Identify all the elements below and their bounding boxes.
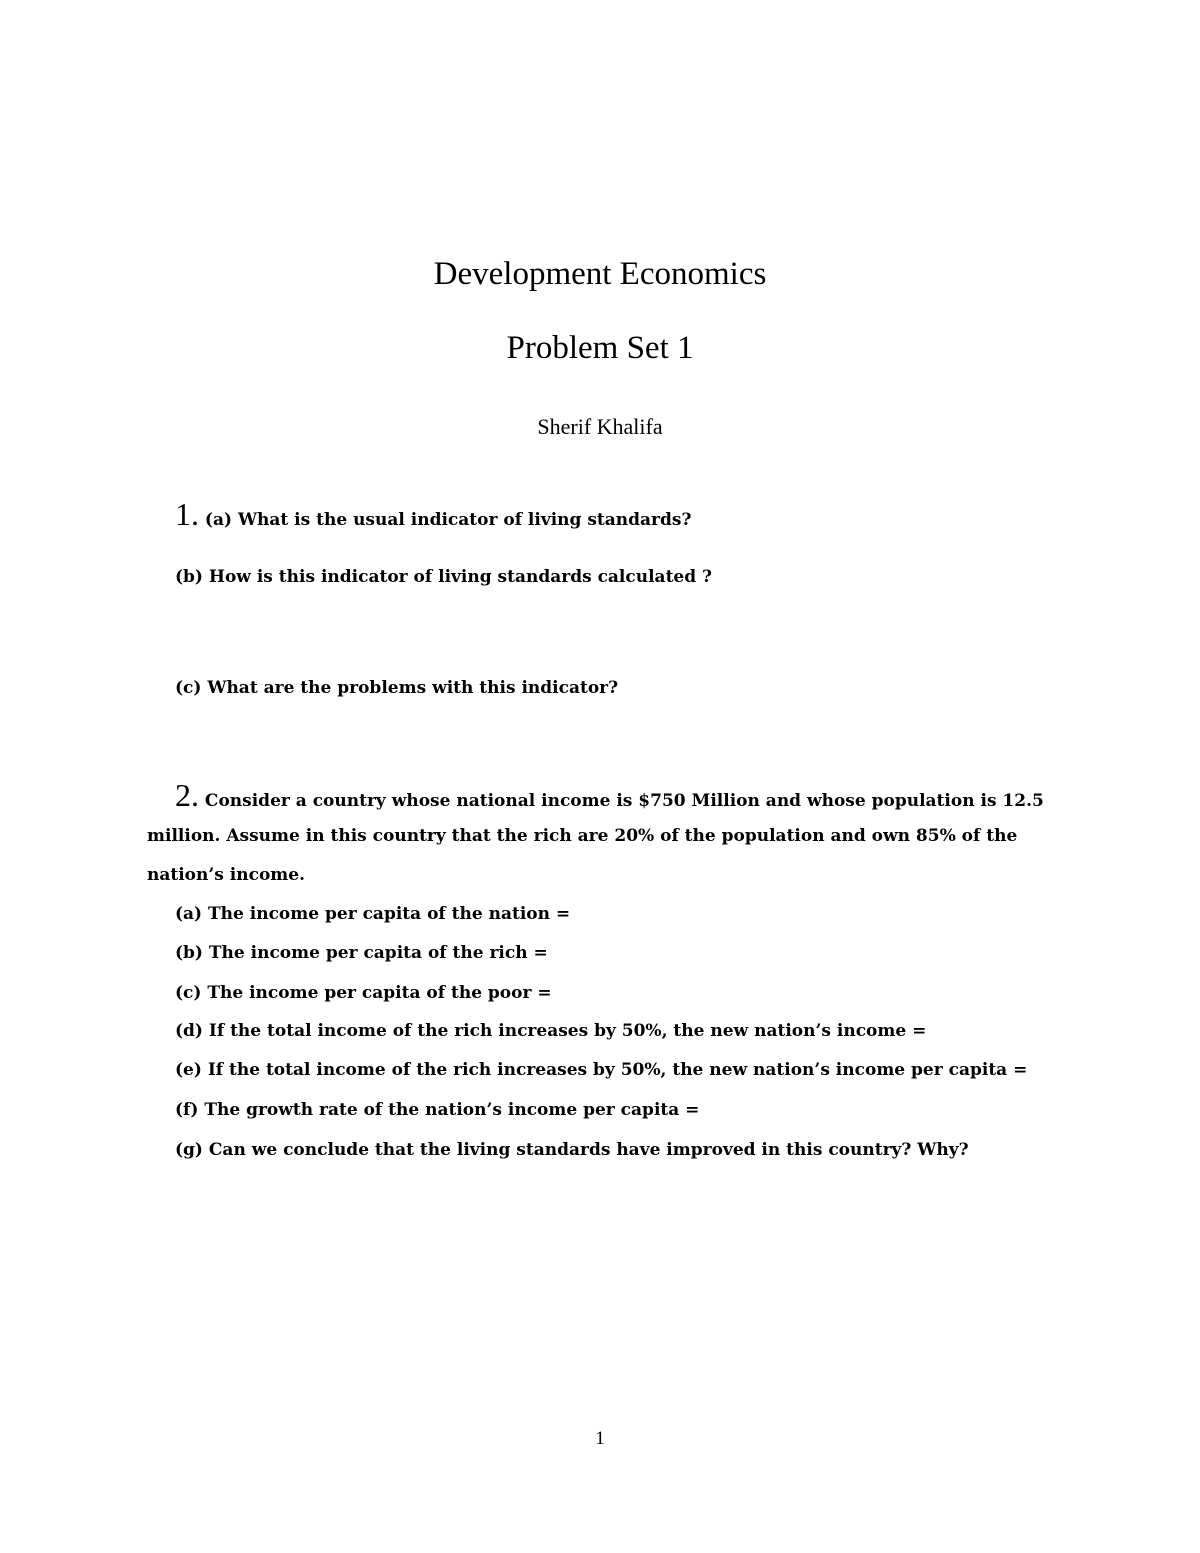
question-part: (f) The growth rate of the nation’s income per capita = <box>175 1100 700 1120</box>
question-part: (a) What is the usual indicator of living standards? <box>204 510 692 530</box>
question-number: 2. <box>175 777 199 813</box>
author-name: Sherif Khalifa <box>537 414 663 439</box>
question-part: (b) The income per capita of the rich = <box>175 943 548 963</box>
question-part: (g) Can we conclude that the living standards have improved in this country? Why? <box>175 1140 969 1160</box>
question-part: (c) The income per capita of the poor = <box>175 983 552 1003</box>
document-subtitle: Problem Set 1 <box>506 330 694 366</box>
page-number: 1 <box>595 1428 605 1449</box>
question-part: (a) The income per capita of the nation = <box>175 904 571 924</box>
question-part: (d) If the total income of the rich increases by 50%, the new nation’s income = <box>175 1021 927 1041</box>
document-title: Development Economics <box>433 256 767 292</box>
question-intro-line: nation’s income. <box>147 865 306 885</box>
question-2-line-1 <box>175 777 1044 814</box>
question-part: (c) What are the problems with this indicator? <box>175 678 619 698</box>
question-number: 1. <box>175 496 199 532</box>
question-intro-line: Consider a country whose national income is $750 Million and whose population is 12.5 <box>204 791 1044 811</box>
question-1-line-a <box>175 496 691 533</box>
question-part: (b) How is this indicator of living standards calculated ? <box>175 567 713 587</box>
question-part: (e) If the total income of the rich increases by 50%, the new nation’s income per capita = <box>175 1060 1028 1080</box>
question-intro-line: million. Assume in this country that the rich are 20% of the population and own 85% of the <box>147 826 1018 846</box>
